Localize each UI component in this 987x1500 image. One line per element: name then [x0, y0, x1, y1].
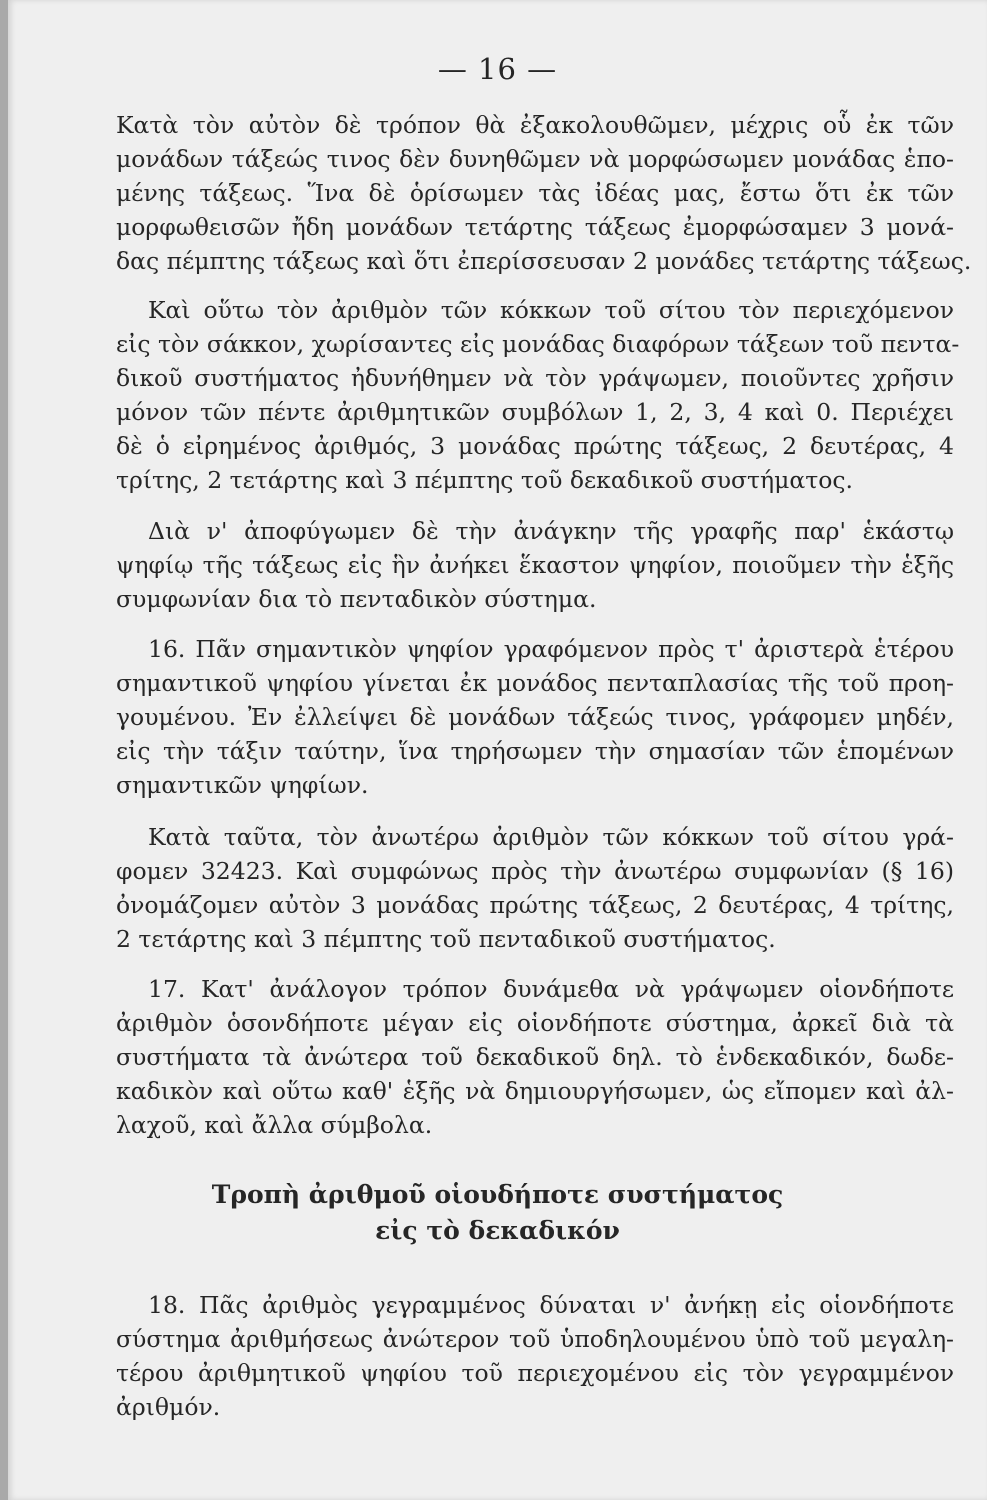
text-line: δικοῦ συστήματος ἠδυνήθημεν νὰ τὸν γράψωμεν, ποιοῦντες χρῆσιν — [116, 364, 954, 392]
section-heading: Τροπὴ ἀριθμοῦ οἱουδήποτε συστήματος — [211, 1180, 784, 1209]
text-line: συμφωνίαν δια τὸ πενταδικὸν σύστημα. — [116, 585, 597, 613]
text-line: εἰς τὸν σάκκον, χωρίσαντες εἰς μονάδας διαφόρων τάξεων τοῦ πεντα- — [116, 330, 960, 358]
text-line: 18. Πᾶς ἀριθμὸς γεγραμμένος δύναται ν' ἀνήκῃ εἰς οἱονδήποτε — [148, 1291, 954, 1319]
text-line: Κατὰ ταῦτα, τὸν ἀνωτέρω ἀριθμὸν τῶν κόκκων τοῦ σίτου γρά- — [148, 823, 954, 851]
text-line: δὲ ὁ εἰρημένος ἀριθμός, 3 μονάδας πρώτης τάξεως, 2 δευτέρας, 4 — [116, 432, 954, 460]
text-line: σημαντικῶν ψηφίων. — [116, 771, 369, 799]
text-line: μορφωθεισῶν ἤδη μονάδων τετάρτης τάξεως ἐμορφώσαμεν 3 μονά- — [116, 213, 954, 241]
section-heading: εἰς τὸ δεκαδικόν — [375, 1216, 620, 1245]
text-line: 2 τετάρτης καὶ 3 πέμπτης τοῦ πενταδικοῦ συστήματος. — [116, 925, 776, 953]
text-line: συστήματα τὰ ἀνώτερα τοῦ δεκαδικοῦ δηλ. τὸ ἑνδεκαδικόν, δωδε- — [116, 1043, 954, 1071]
text-line: μένης τάξεως. Ἵνα δὲ ὁρίσωμεν τὰς ἰδέας μας, ἔστω ὅτι ἐκ τῶν — [116, 179, 954, 207]
text-line: Κατὰ τὸν αὐτὸν δὲ τρόπον θὰ ἐξακολουθῶμεν, μέχρις οὗ ἐκ τῶν — [116, 111, 954, 139]
text-line: Διὰ ν' ἀποφύγωμεν δὲ τὴν ἀνάγκην τῆς γραφῆς παρ' ἑκάστῳ — [148, 517, 954, 545]
text-line: 16. Πᾶν σημαντικὸν ψηφίον γραφόμενον πρὸς τ' ἀριστερὰ ἑτέρου — [148, 635, 954, 663]
page-number: — 16 — — [437, 52, 558, 86]
text-line: σημαντικοῦ ψηφίου γίνεται ἐκ μονάδος πενταπλασίας τῆς τοῦ προη- — [116, 669, 954, 697]
text-line: σύστημα ἀριθμήσεως ἀνώτερον τοῦ ὑποδηλουμένου ὑπὸ τοῦ μεγαλη- — [116, 1325, 954, 1353]
text-line: λαχοῦ, καὶ ἄλλα σύμβολα. — [116, 1111, 433, 1139]
text-line: καδικὸν καὶ οὕτω καθ' ἑξῆς νὰ δημιουργήσωμεν, ὡς εἴπομεν καὶ ἀλ- — [116, 1077, 954, 1105]
text-line: τέρου ἀριθμητικοῦ ψηφίου τοῦ περιεχομένου εἰς τὸν γεγραμμένον — [116, 1359, 954, 1387]
text-line: φομεν 32423. Καὶ συμφώνως πρὸς τὴν ἀνωτέρω συμφωνίαν (§ 16) — [116, 857, 954, 885]
text-line: τρίτης, 2 τετάρτης καὶ 3 πέμπτης τοῦ δεκαδικοῦ συστήματος. — [116, 466, 854, 494]
text-line: μονάδων τάξεώς τινος δὲν δυνηθῶμεν νὰ μορφώσωμεν μονάδας ἑπο- — [116, 145, 954, 173]
book-page — [8, 0, 987, 1500]
text-line: ἀριθμὸν ὁσονδήποτε μέγαν εἰς οἱονδήποτε σύστημα, ἀρκεῖ διὰ τὰ — [116, 1009, 954, 1037]
text-line: εἰς τὴν τάξιν ταύτην, ἵνα τηρήσωμεν τὴν σημασίαν τῶν ἑπομένων — [116, 737, 954, 765]
text-line: ὀνομάζομεν αὐτὸν 3 μονάδας πρώτης τάξεως, 2 δευτέρας, 4 τρίτης, — [116, 891, 954, 919]
text-line: Καὶ οὕτω τὸν ἀριθμὸν τῶν κόκκων τοῦ σίτου τὸν περιεχόμενον — [148, 296, 954, 324]
text-line: γουμένου. Ἐν ἐλλείψει δὲ μονάδων τάξεώς τινος, γράφομεν μηδέν, — [116, 703, 954, 731]
text-line: ψηφίῳ τῆς τάξεως εἰς ἣν ἀνήκει ἕκαστον ψηφίον, ποιοῦμεν τὴν ἑξῆς — [116, 551, 954, 579]
text-line: δας πέμπτης τάξεως καὶ ὅτι ἐπερίσσευσαν 2 μονάδες τετάρτης τάξεως. — [116, 247, 972, 275]
text-line: μόνον τῶν πέντε ἀριθμητικῶν συμβόλων 1, 2, 3, 4 καὶ 0. Περιέχει — [116, 398, 954, 426]
text-line: 17. Κατ' ἀνάλογον τρόπον δυνάμεθα νὰ γράψωμεν οἱονδήποτε — [148, 975, 954, 1003]
text-line: ἀριθμόν. — [116, 1393, 221, 1421]
